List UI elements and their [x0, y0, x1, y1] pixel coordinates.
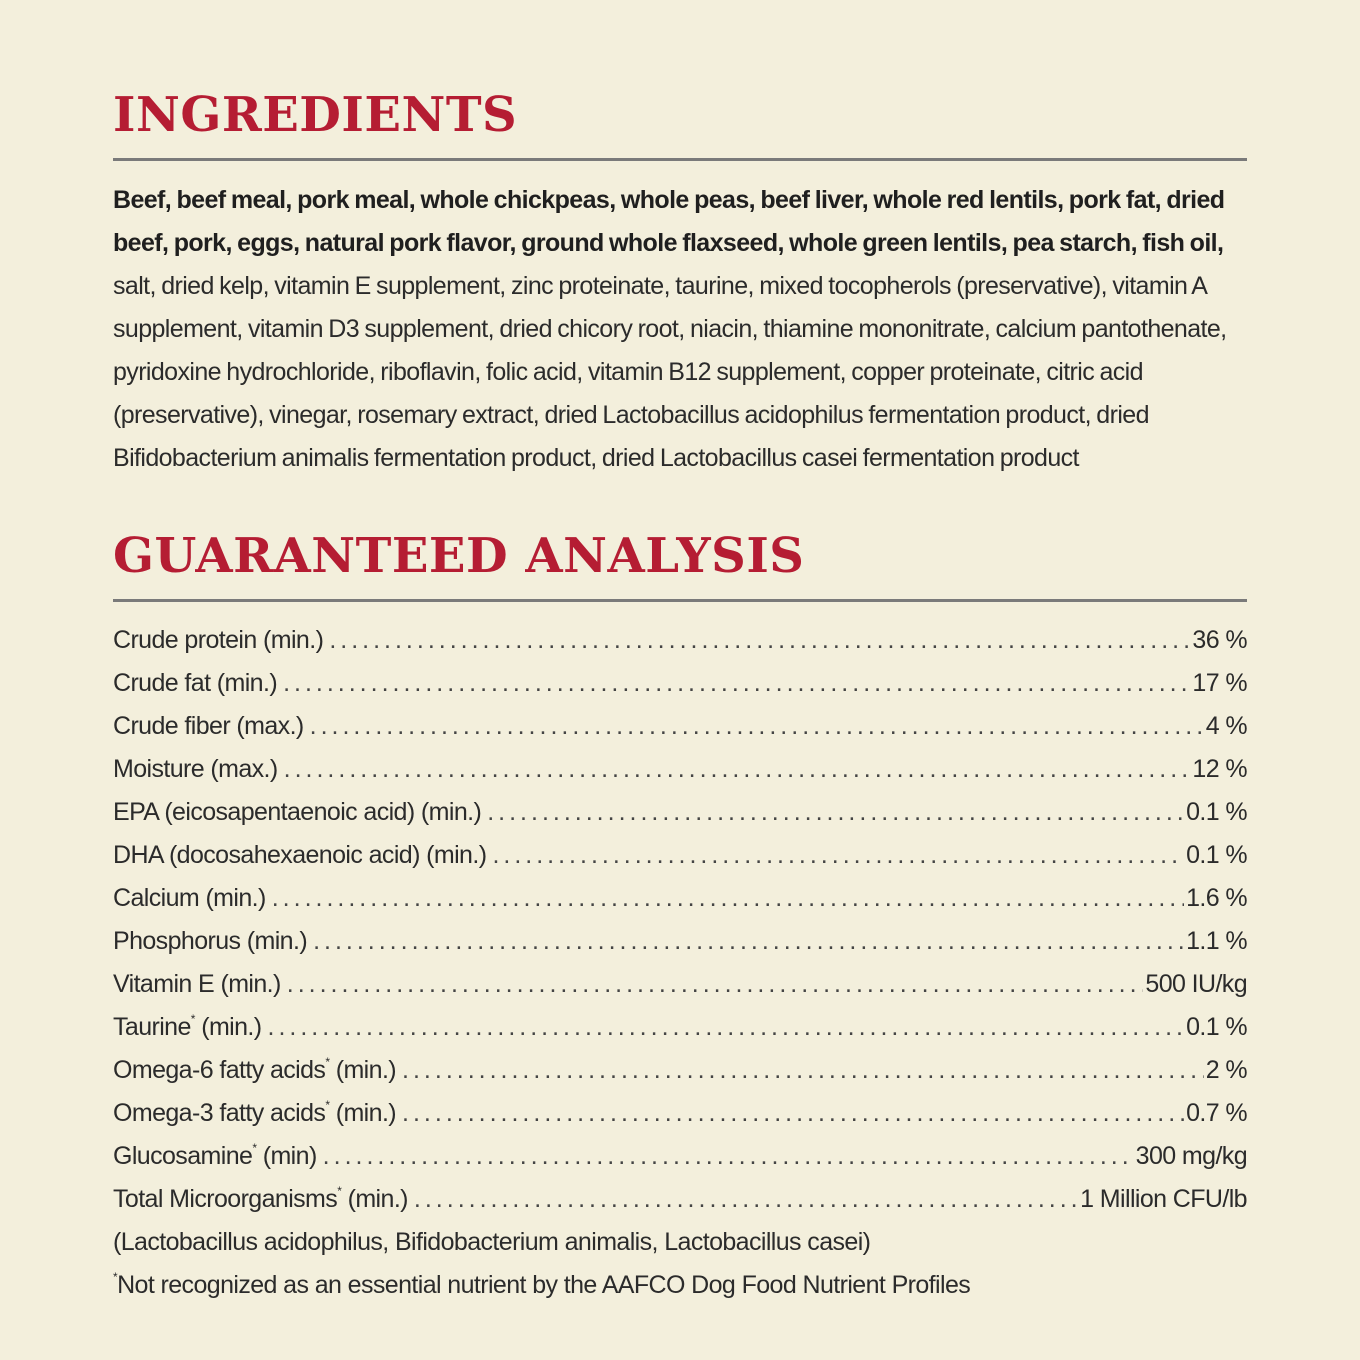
dot-leader — [492, 834, 1184, 877]
analysis-value: 12 % — [1192, 755, 1247, 783]
ingredients-title: INGREDIENTS — [113, 87, 518, 143]
analysis-value: 0.1 % — [1186, 841, 1247, 869]
analysis-label — [113, 1049, 402, 1092]
dot-leader — [310, 705, 1204, 748]
dot-leader — [287, 963, 1144, 1006]
analysis-label — [113, 705, 310, 748]
analysis-value: 1 Million CFU/lb — [1080, 1185, 1247, 1213]
nutrient-qualifier: (min.) — [329, 1099, 397, 1127]
primary-ingredients: Beef, beef meal, pork meal, whole chickpeas, whole peas, beef liver, whole red lentils, pork fat, dried beef, pork, eggs, natural pork flavor, ground whole flaxseed, whole green lentils, pea starch, fish oil, — [113, 186, 1225, 257]
nutrient-name: Phosphorus (min.) — [113, 927, 308, 955]
ingredients-divider — [113, 158, 1247, 161]
nutrient-qualifier: (min.) — [329, 1056, 397, 1084]
dot-leader — [272, 877, 1184, 920]
nutrient-qualifier: (min.) — [341, 1185, 408, 1213]
analysis-value: 0.1 % — [1186, 798, 1247, 826]
analysis-value: 2 % — [1205, 1056, 1247, 1084]
analysis-row — [113, 1092, 1247, 1135]
guaranteed-analysis-section — [113, 525, 1247, 1307]
nutrient-name: Crude fat (min.) — [113, 669, 278, 697]
footnote — [113, 1264, 1247, 1307]
dot-leader — [487, 791, 1184, 834]
analysis-value: 1.6 % — [1186, 884, 1247, 912]
asterisk-mark: * — [337, 1184, 342, 1198]
analysis-label — [113, 877, 272, 920]
analysis-row — [113, 1049, 1247, 1092]
analysis-label — [113, 1006, 268, 1049]
analysis-title: GUARANTEED ANALYSIS — [113, 528, 805, 584]
analysis-label — [113, 748, 284, 791]
ingredients-list — [113, 179, 1247, 480]
asterisk-mark: * — [190, 1012, 195, 1026]
dot-leader — [414, 1178, 1078, 1221]
dot-leader — [402, 1049, 1204, 1092]
analysis-value: 36 % — [1192, 626, 1247, 654]
nutrient-name: Omega-6 fatty acids — [113, 1056, 326, 1084]
analysis-label — [113, 834, 492, 877]
dot-leader — [329, 619, 1190, 662]
analysis-value: 17 % — [1192, 669, 1247, 697]
dot-leader — [323, 1135, 1134, 1178]
dot-leader — [284, 748, 1191, 791]
analysis-row — [113, 920, 1247, 963]
analysis-row — [113, 748, 1247, 791]
analysis-label — [113, 1135, 323, 1178]
analysis-row — [113, 662, 1247, 705]
analysis-label — [113, 662, 283, 705]
asterisk-mark: * — [325, 1098, 330, 1112]
nutrient-qualifier: (min.) — [194, 1013, 262, 1041]
nutrient-name: DHA (docosahexaenoic acid) (min.) — [113, 841, 487, 869]
analysis-value: 0.1 % — [1186, 1013, 1247, 1041]
analysis-label — [113, 920, 313, 963]
nutrient-name: Moisture (max.) — [113, 755, 278, 783]
analysis-row — [113, 705, 1247, 748]
nutrient-name: Omega-3 fatty acids — [113, 1099, 326, 1127]
nutrient-name: Vitamin E (min.) — [113, 970, 281, 998]
analysis-row — [113, 1178, 1247, 1221]
analysis-divider — [113, 599, 1247, 602]
ingredients-section — [113, 84, 1247, 480]
analysis-row — [113, 877, 1247, 920]
dot-leader — [268, 1006, 1185, 1049]
analysis-row — [113, 963, 1247, 1006]
organisms-note: (Lactobacillus acidophilus, Bifidobacterium animalis, Lactobacillus casei) — [113, 1228, 871, 1256]
analysis-row — [113, 619, 1247, 662]
analysis-row — [113, 1135, 1247, 1178]
analysis-label — [113, 791, 487, 834]
analysis-value: 500 IU/kg — [1145, 970, 1247, 998]
asterisk-mark: * — [252, 1141, 257, 1155]
asterisk-mark: * — [325, 1055, 330, 1069]
analysis-value: 1.1 % — [1186, 927, 1247, 955]
analysis-label — [113, 1178, 414, 1221]
nutrient-name: EPA (eicosapentaenoic acid) (min.) — [113, 798, 482, 826]
footnote-text: Not recognized as an essential nutrient by the AAFCO Dog Food Nutrient Profiles — [117, 1271, 971, 1299]
dot-leader — [402, 1092, 1184, 1135]
nutrient-name: Taurine — [113, 1013, 191, 1041]
dot-leader — [313, 920, 1184, 963]
analysis-label — [113, 1092, 402, 1135]
analysis-row — [113, 1006, 1247, 1049]
nutrient-name: Crude protein (min.) — [113, 626, 324, 654]
footnote-mark: * — [113, 1270, 118, 1284]
analysis-label — [113, 619, 329, 662]
analysis-value: 300 mg/kg — [1135, 1142, 1247, 1170]
nutrient-qualifier: (min) — [256, 1142, 317, 1170]
analysis-label — [113, 963, 287, 1006]
analysis-row — [113, 791, 1247, 834]
analysis-value: 0.7 % — [1186, 1099, 1247, 1127]
dot-leader — [283, 662, 1190, 705]
nutrient-name: Glucosamine — [113, 1142, 253, 1170]
nutrient-name: Calcium (min.) — [113, 884, 266, 912]
analysis-table — [113, 619, 1247, 1221]
analysis-row — [113, 834, 1247, 877]
nutrient-name: Total Microorganisms — [113, 1185, 338, 1213]
secondary-ingredients: salt, dried kelp, vitamin E supplement, zinc proteinate, taurine, mixed tocopherols (preservative), vitamin A supplement, vitamin D3 supplement, dried chicory root, niacin, thiamine mononitrate, calcium pantothenate, pyridoxine hydrochloride, riboflavin, folic acid, vitamin B12 supplement, copper proteinate, citric acid (preservative), vinegar, rosemary extract, dried Lactobacillus acidophilus fermentation product, dried Bifidobacterium animalis fermentation product, dried Lactobacillus casei fermentation product — [113, 272, 1227, 472]
analysis-value: 4 % — [1205, 712, 1247, 740]
nutrient-name: Crude fiber (max.) — [113, 712, 304, 740]
